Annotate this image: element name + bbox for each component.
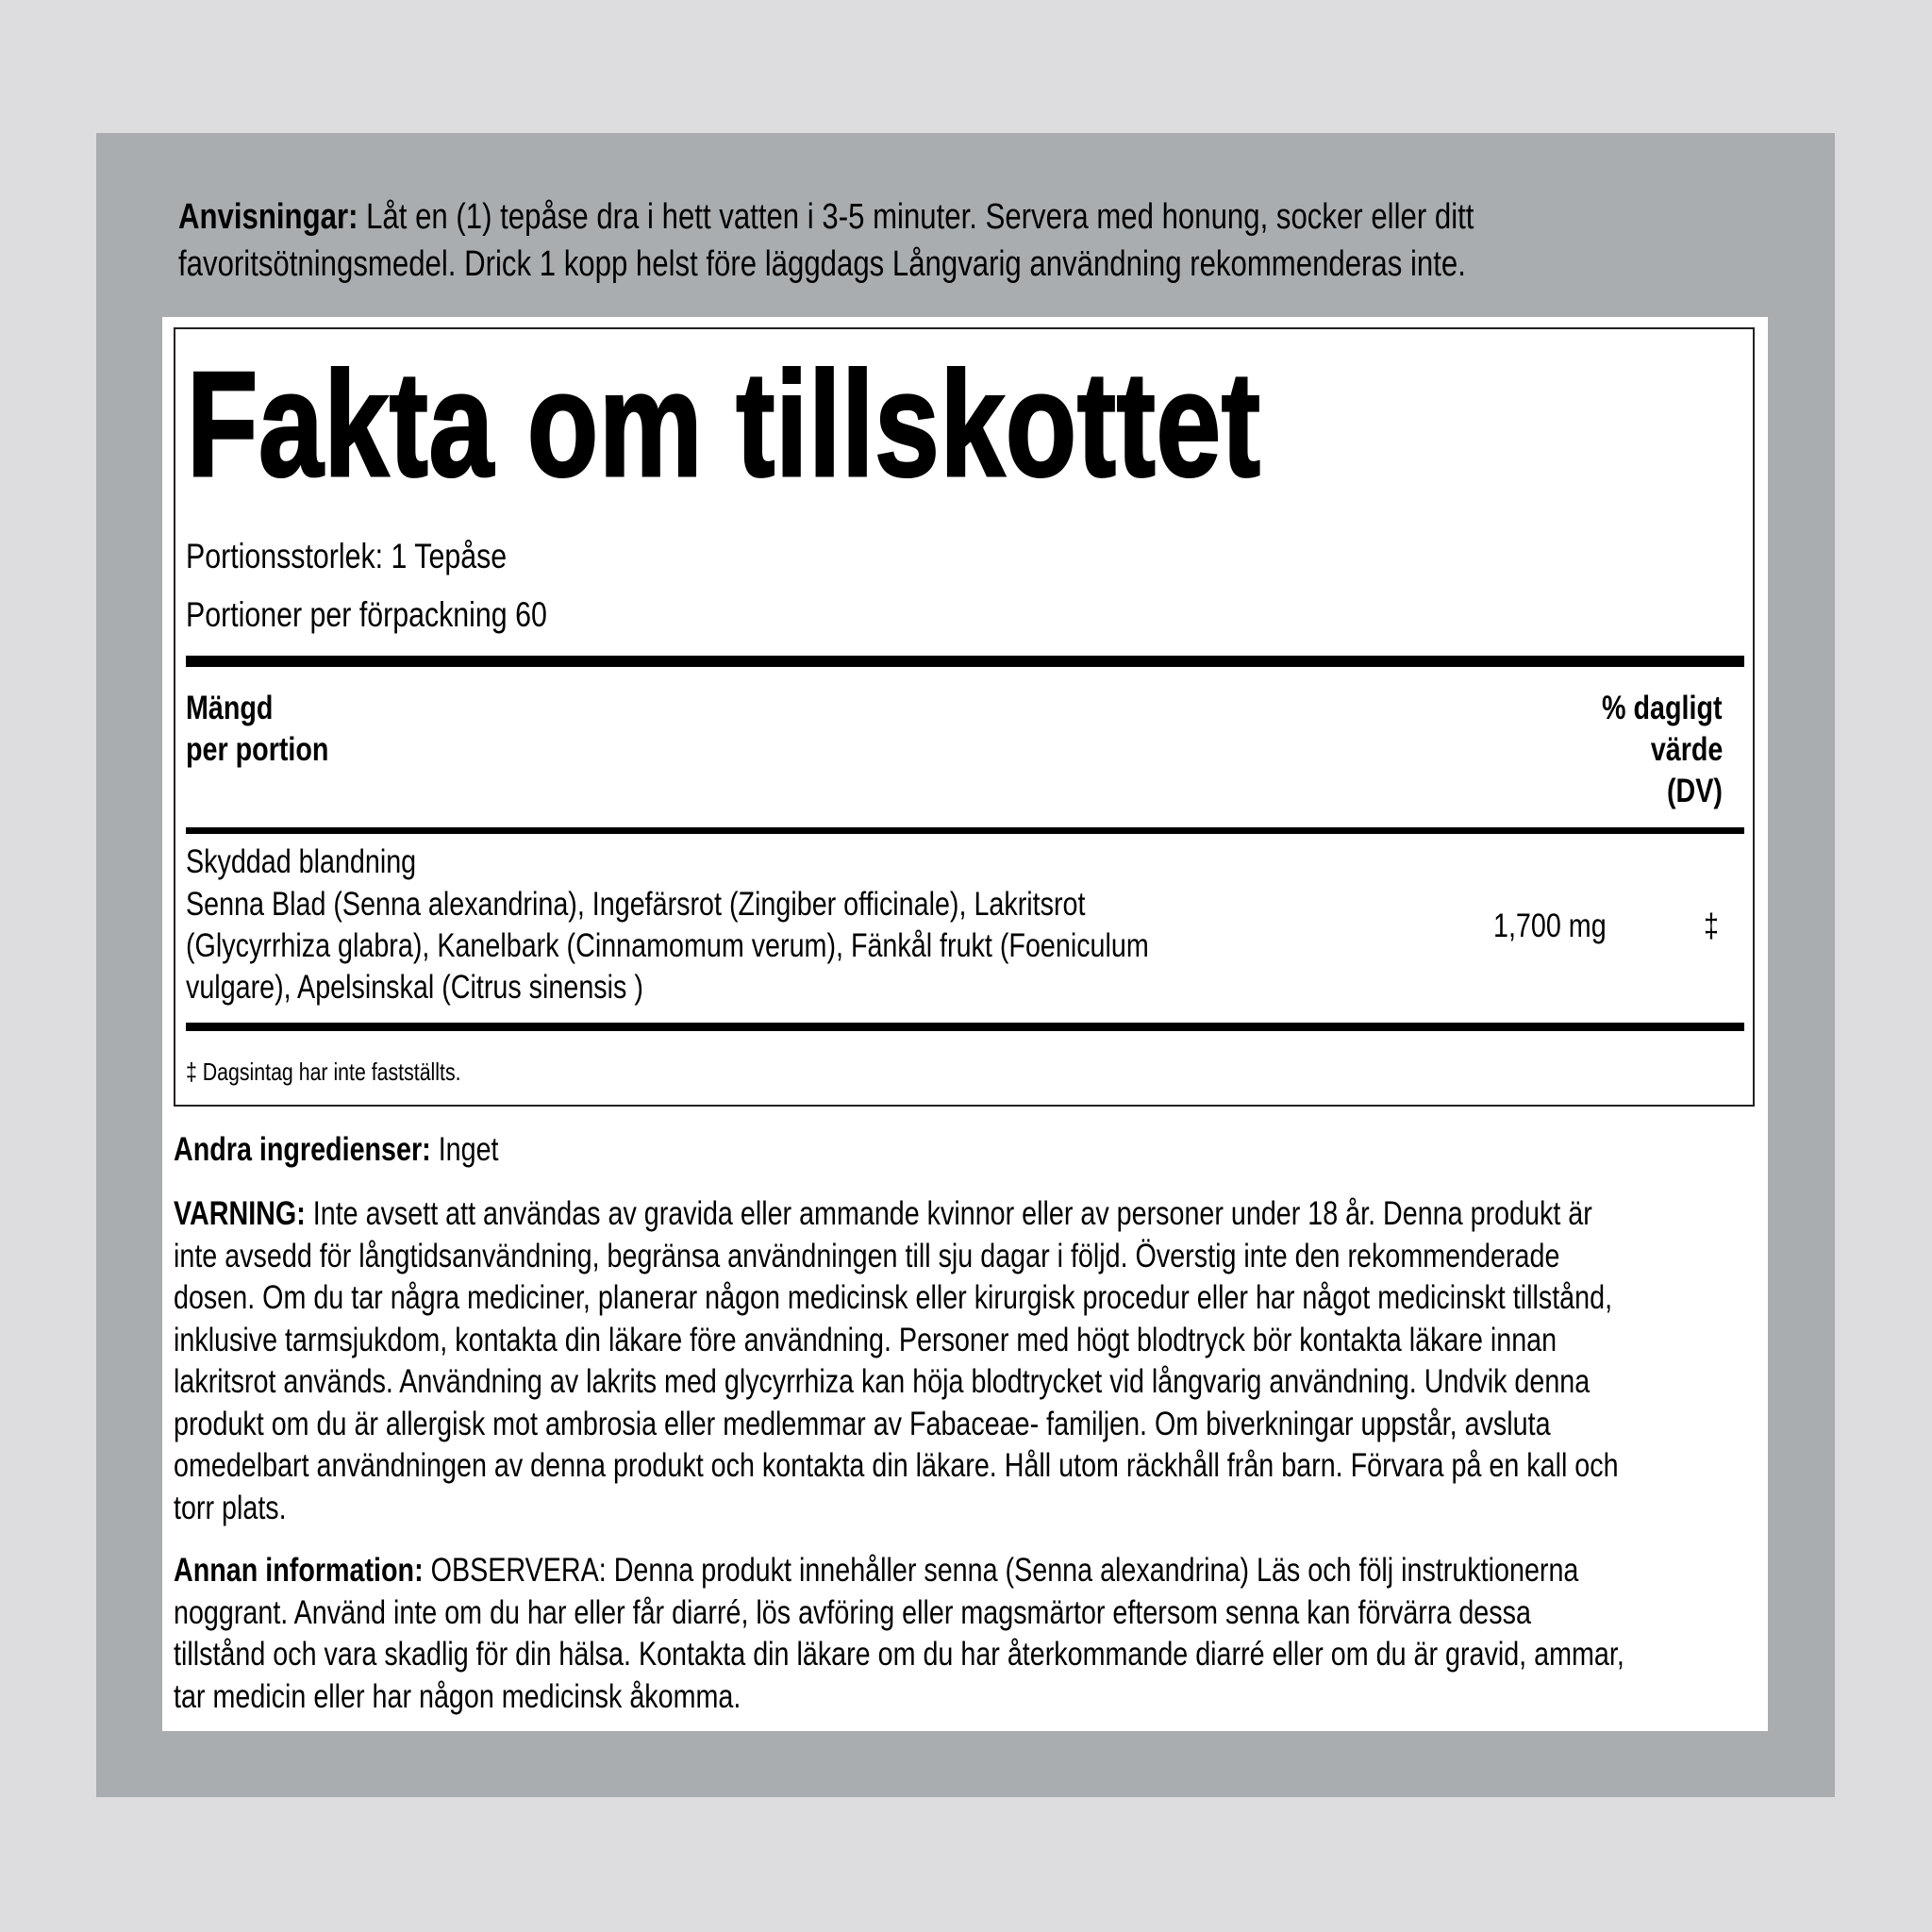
- blend-amount: 1,700 mg: [1493, 908, 1607, 944]
- serving-size: Portionsstorlek: 1 Tepåse: [186, 537, 508, 575]
- header-dv-3: (DV): [1667, 773, 1723, 809]
- divider-thick: [186, 656, 1744, 667]
- other_info-label: Annan information:: [174, 1552, 424, 1589]
- header-dv: % dagligt: [1602, 690, 1723, 726]
- other_info-text: tar medicin eller har någon medicinsk åkomma.: [174, 1677, 741, 1715]
- directions-line-2: favoritsötningsmedel. Drick 1 kopp helst före läggdags Långvarig användning rekommenderas inte.: [178, 244, 1466, 284]
- other_info-line: [174, 1678, 741, 1716]
- warning-text: omedelbart användningen av denna produkt och kontakta din läkare. Håll utom räckhåll från barn. Förvara på en kall och: [174, 1447, 1619, 1484]
- facts-title: Fakta om tillskottet: [187, 341, 1261, 508]
- warning-line: [174, 1363, 1590, 1401]
- header-dv-2: värde: [1650, 731, 1723, 768]
- other_info-line: [174, 1552, 1578, 1590]
- directions-label: Anvisningar:: [178, 197, 358, 237]
- warning-text: inte avsedd för långtidsanvändning, begränsa användningen till sju dagar i följd. Överstig inte den rekommenderade: [174, 1237, 1560, 1274]
- warning-line: [174, 1490, 287, 1527]
- warning-text: inklusive tarmsjukdom, kontakta din läkare före användning. Personer med högt blodtryck bör kontakta läkare innan: [174, 1321, 1557, 1358]
- footnote: ‡ Dagsintag har inte fastställts.: [186, 1058, 461, 1086]
- warning-line: [174, 1447, 1619, 1485]
- blend-dv: ‡: [1704, 908, 1719, 944]
- warning-line: [174, 1279, 1612, 1317]
- warning-label: VARNING:: [174, 1195, 306, 1232]
- warning-text: Inte avsett att användas av gravida eller ammande kvinnor eller av personer under 18 år. Denna produkt är: [312, 1195, 1592, 1232]
- blend-ingredients-2: (Glycyrrhiza glabra), Kanelbark (Cinnamomum verum), Fänkål frukt (Foeniculum: [186, 927, 1149, 964]
- other-ingredients: [174, 1131, 499, 1169]
- warning-text: dosen. Om du tar några mediciner, planerar någon medicinsk eller kirurgisk procedur eller har något medicinskt tillstånd,: [174, 1279, 1613, 1316]
- warning-line: [174, 1238, 1559, 1275]
- other_info-line: [174, 1636, 1624, 1674]
- other-ingredients-label: Andra ingredienser:: [174, 1131, 431, 1168]
- other_info-text: noggrant. Använd inte om du har eller får diarré, lös avföring eller magsmärtor eftersom senna kan förvärra dessa: [174, 1593, 1531, 1631]
- warning-text: produkt om du är allergisk mot ambrosia eller medlemmar av Fabaceae- familjen. Om biverkningar uppstår, avsluta: [174, 1405, 1551, 1442]
- warning-text: torr plats.: [174, 1489, 287, 1526]
- other-ingredients-value: Inget: [438, 1131, 499, 1168]
- warning-line: [174, 1322, 1557, 1359]
- warning-line: [174, 1406, 1551, 1443]
- warning-text: lakritsrot används. Användning av lakrits med glycyrrhiza kan höja blodtrycket vid långvarig användning. Undvik denna: [174, 1363, 1591, 1400]
- warning-line: [174, 1195, 1592, 1233]
- directions-line-1: [178, 198, 1474, 236]
- other_info-line: [174, 1594, 1531, 1632]
- blend-ingredients-1: Senna Blad (Senna alexandrina), Ingefärsrot (Zingiber officinale), Lakritsrot: [186, 886, 1086, 923]
- directions-text: Låt en (1) tepåse dra i hett vatten i 3-5 minuter. Servera med honung, socker eller ditt: [366, 197, 1474, 237]
- divider-medium: [186, 827, 1744, 834]
- blend-ingredients-3: vulgare), Apelsinskal (Citrus sinensis ): [186, 969, 643, 1006]
- divider-bottom: [186, 1023, 1744, 1031]
- other_info-text: tillstånd och vara skadlig för din hälsa. Kontakta din läkare om du har återkommande diarré eller om du är gravid, ammar,: [174, 1636, 1624, 1673]
- header-amount: Mängd: [186, 690, 274, 726]
- other_info-text: OBSERVERA: Denna produkt innehåller senna (Senna alexandrina) Läs och följ instruktionerna: [430, 1552, 1579, 1589]
- servings-per-container: Portioner per förpackning 60: [186, 595, 547, 634]
- header-per-portion: per portion: [186, 731, 329, 768]
- blend-name: Skyddad blandning: [186, 843, 417, 880]
